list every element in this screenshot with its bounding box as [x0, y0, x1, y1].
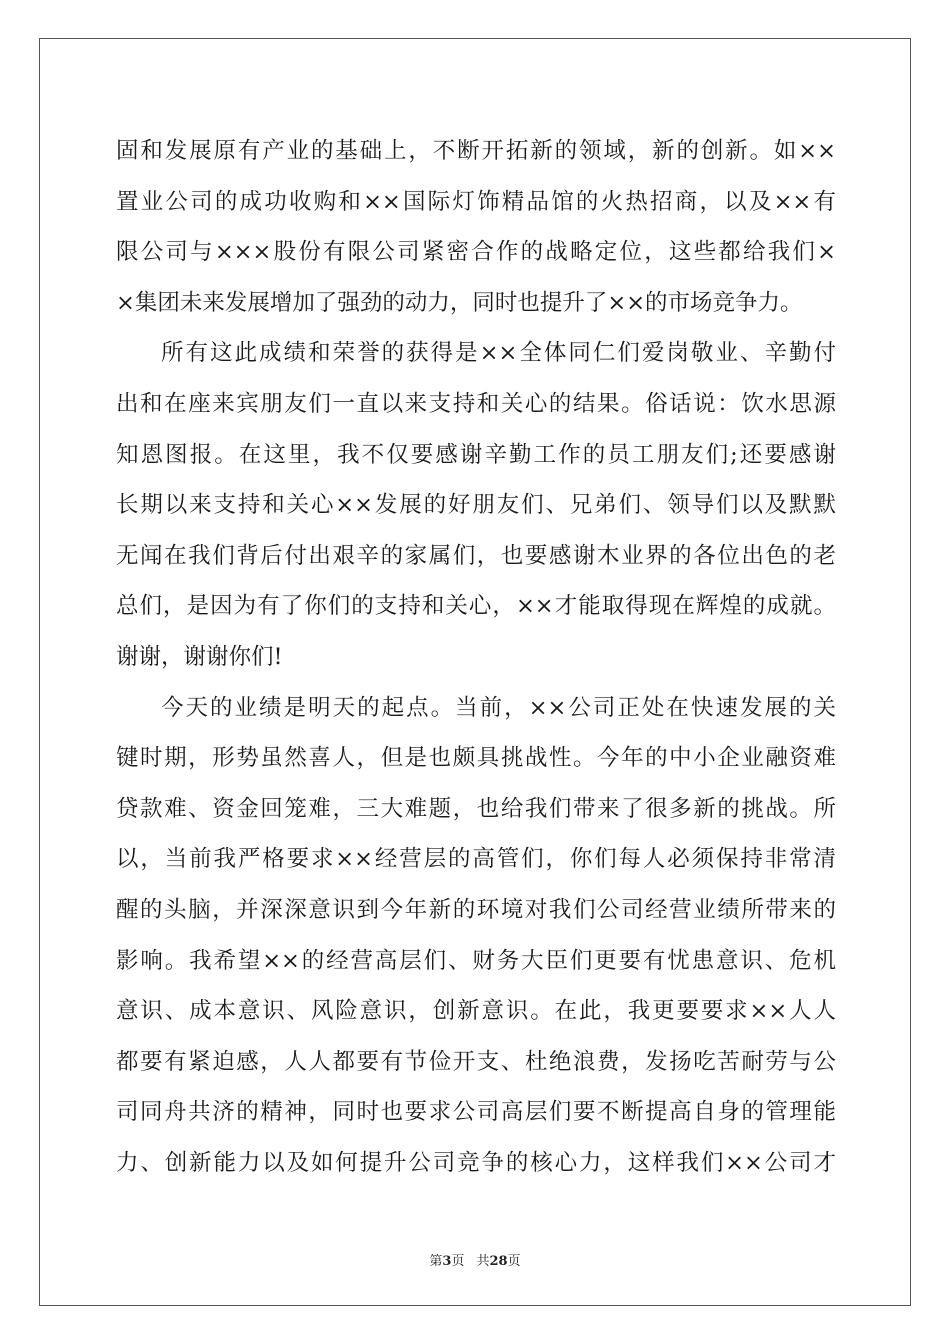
paragraph-3-line-5: 醒的头脑，并深深意识到今年新的环境对我们公司经营业绩所带来的	[116, 896, 836, 923]
paragraph-3-line-3: 贷款难、资金回笼难，三大难题，也给我们带来了很多新的挑战。所	[116, 795, 836, 822]
paragraph-2-line-7: 谢谢，谢谢你们!	[116, 643, 283, 670]
paragraph-1-line-1: 固和发展原有产业的基础上，不断开拓新的领域，新的创新。如××	[116, 138, 836, 164]
paragraph-2-line-5: 无闻在我们背后付出艰辛的家属们，也要感谢木业界的各位出色的老	[116, 542, 836, 569]
page-footer	[0, 1250, 950, 1269]
footer-page-prefix: 第	[429, 1254, 443, 1269]
paragraph-3-line-8: 都要有紧迫感，人人都要有节俭开支、杜绝浪费，发扬吃苦耐劳与公	[116, 1048, 836, 1075]
paragraph-3-line-9: 司同舟共济的精神，同时也要求公司高层们要不断提高自身的管理能	[116, 1099, 836, 1126]
paragraph-2-line-1: 所有这此成绩和荣誉的获得是××全体同仁们爱岗敬业、辛勤付	[161, 340, 836, 367]
footer-page-suffix: 页	[451, 1254, 465, 1269]
document-body	[116, 126, 836, 1188]
paragraph-3-line-7: 意识、成本意识、风险意识，创新意识。在此，我更要要求××人人	[116, 998, 836, 1025]
paragraph-3-line-4: 以，当前我严格要求××经营层的高管们，你们每人必须保持非常清	[116, 846, 836, 873]
paragraph-3-line-6: 影响。我希望××的经营高层们、财务大臣们更要有忧患意识、危机	[116, 947, 836, 974]
footer-total-suffix: 页	[507, 1254, 521, 1269]
footer-page-number: 3	[442, 1254, 452, 1269]
paragraph-1-line-2: 置业公司的成功收购和××国际灯饰精品馆的火热招商，以及××有	[116, 188, 836, 215]
paragraph-1-line-3: 限公司与×××股份有限公司紧密合作的战略定位，这些都给我们×	[116, 239, 836, 266]
footer-total-prefix: 共	[476, 1254, 490, 1269]
paragraph-2-line-6: 总们，是因为有了你们的支持和关心，××才能取得现在辉煌的成就。	[116, 593, 836, 620]
paragraph-3-line-1: 今天的业绩是明天的起点。当前，××公司正处在快速发展的关	[161, 694, 836, 721]
footer-total-pages: 28	[489, 1254, 508, 1269]
paragraph-2-line-3: 知恩图报。在这里，我不仅要感谢辛勤工作的员工朋友们;还要感谢	[116, 441, 836, 468]
paragraph-3-line-2: 键时期，形势虽然喜人，但是也颇具挑战性。今年的中小企业融资难	[116, 745, 836, 772]
paragraph-2-line-4: 长期以来支持和关心××发展的好朋友们、兄弟们、领导们以及默默	[116, 492, 836, 519]
paragraph-1-line-4: ×集团未来发展增加了强劲的动力，同时也提升了××的市场竞争力。	[116, 289, 803, 316]
paragraph-2-line-2: 出和在座来宾朋友们一直以来支持和关心的结果。俗话说：饮水思源	[116, 390, 836, 417]
paragraph-3-line-10: 力、创新能力以及如何提升公司竞争的核心力，这样我们××公司才	[116, 1149, 836, 1176]
